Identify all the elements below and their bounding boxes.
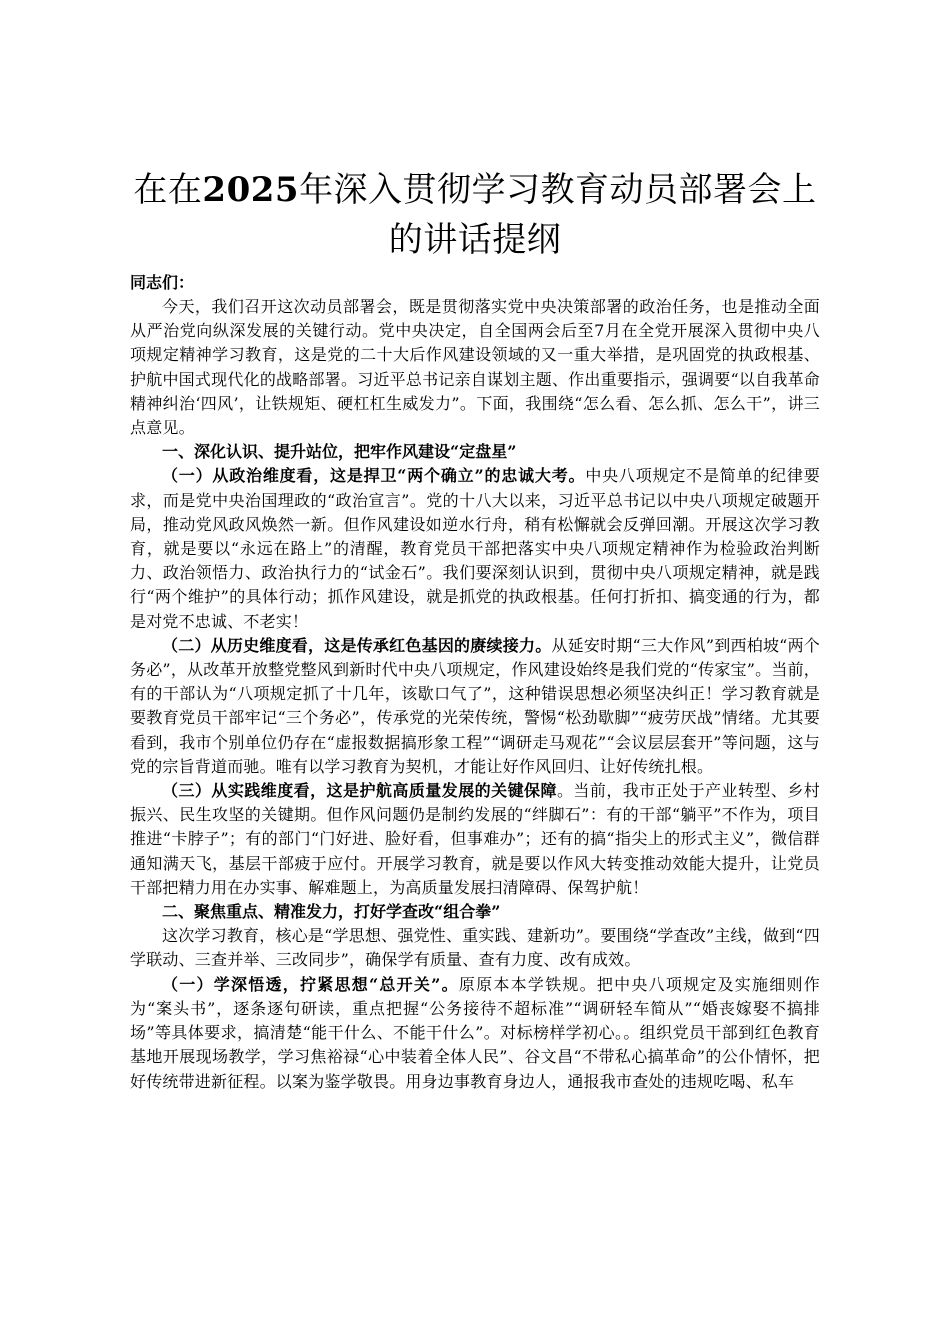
section-2-heading: 二、聚焦重点、精准发力，打好学查改“组合拳” <box>162 902 501 922</box>
paragraph-text: 原原本本学铁规。把中央八项规定及实施细则作为“案头书”，逐条逐句研读，重点把握“公务接待不超标准”“调研轻车简从”“婚丧嫁娶不搞排场”等具体要求，搞清楚“能干什么、不能干什么”。对标榜样学初心。。组织党员干部到红色教育基地开展现场教学，学习焦裕禄“心中装着全体人民”、谷文昌“不带私心搞革命”的公仆情怀，把好传统带进新征程。以案为鉴学敬畏。用身边事教育身边人，通报我市查处的违规吃喝、私车 <box>130 974 820 1091</box>
paragraph-text: 。当前，我市正处于产业转型、乡村振兴、民生攻坚的关键期。但作风问题仍是制约发展的“绊脚石”：有的干部“躺平”不作为，项目推进“卡脖子”；有的部门“门好进、脸好看，但事难办”；还有的搞“指尖上的形式主义”，微信群通知满天飞，基层干部疲于应付。开展学习教育，就是要以作风大转变推动效能大提升，让党员干部把精力用在办实事、解难题上，为高质量发展扫清障碍、保驾护航！ <box>130 781 820 897</box>
document-page <box>130 165 820 1094</box>
section-2-intro: 这次学习教育，核心是“学思想、强党性、重实践、建新功”。要围绕“学查改”主线，做到“四学联动、三查并举、三改同步”，确保学有质量、查有力度、改有成效。 <box>130 926 820 970</box>
paragraph-lead: （一）学深悟透，拧紧思想“总开关”。 <box>162 974 459 994</box>
salutation: 同志们： <box>130 273 195 292</box>
intro-paragraph: 今天，我们召开这次动员部署会，既是贯彻落实党中央决策部署的政治任务，也是推动全面从严治党向纵深发展的关键行动。党中央决定，自全国两会后至7月在全党开展深入贯彻中央八项规定精神学习教育，这是党的二十大后作风建设领域的又一重大举措，是巩固党的执政根基、护航中国式现代化的战略部署。习近平总书记亲自谋划主题、作出重要指示，强调要“以自我革命精神纠治‘四风’，让铁规矩、硬杠杠生威发力”。下面，我围绕“怎么看、怎么抓、怎么干”，讲三点意见。 <box>130 297 820 438</box>
title-prefix: 在在 <box>133 170 203 210</box>
paragraph-lead: （二）从历史维度看，这是传承红色基因的赓续接力。 <box>162 635 552 655</box>
title-year: 2025 <box>202 170 300 210</box>
paragraph-lead: （三）从实践维度看，这是护航高质量发展的关键保障 <box>162 781 557 801</box>
section-1-paragraph-1 <box>130 464 820 633</box>
document-title <box>130 165 820 265</box>
title-rest: 年深入贯彻学习教育动员部署会上的讲话提纲 <box>299 170 817 260</box>
section-2-paragraph-1 <box>130 973 820 1094</box>
paragraph-lead: （一）从政治维度看，这是捍卫“两个确立”的忠诚大考。 <box>162 466 586 486</box>
section-1-paragraph-3 <box>130 779 820 900</box>
paragraph-text: 中央八项规定不是简单的纪律要求，而是党中央治国理政的“政治宣言”。党的十八大以来，习近平总书记以中央八项规定破题开局，推动党风政风焕然一新。但作风建设如逆水行舟，稍有松懈就会反弹回潮。开展这次学习教育，就是要以“永远在路上”的清醒，教育党员干部把落实中央八项规定精神作为检验政治判断力、政治领悟力、政治执行力的“试金石”。我们要深刻认识到，贯彻中央八项规定精神，就是践行“两个维护”的具体行动；抓作风建设，就是抓党的执政根基。任何打折扣、搞变通的行为，都是对党不忠诚、不老实！ <box>130 466 820 631</box>
paragraph-text: 从延安时期“三大作风”到西柏坡“两个务必”，从改革开放整党整风到新时代中央八项规定，作风建设始终是我们党的“传家宝”。当前，有的干部认为“八项规定抓了十几年，该歇口气了”，这种错误思想必须坚决纠正！学习教育就是要教育党员干部牢记“三个务必”，传承党的光荣传统，警惕“松劲歇脚”“疲劳厌战”情绪。尤其要看到，我市个别单位仍存在“虚报数据搞形象工程”“调研走马观花”“会议层层套开”等问题，这与党的宗旨背道而驰。唯有以学习教育为契机，才能让好作风回归、让好传统扎根。 <box>130 635 820 776</box>
section-1-paragraph-2 <box>130 634 820 779</box>
section-1-heading: 一、深化认识、提升站位，把牢作风建设“定盘星” <box>162 442 517 462</box>
